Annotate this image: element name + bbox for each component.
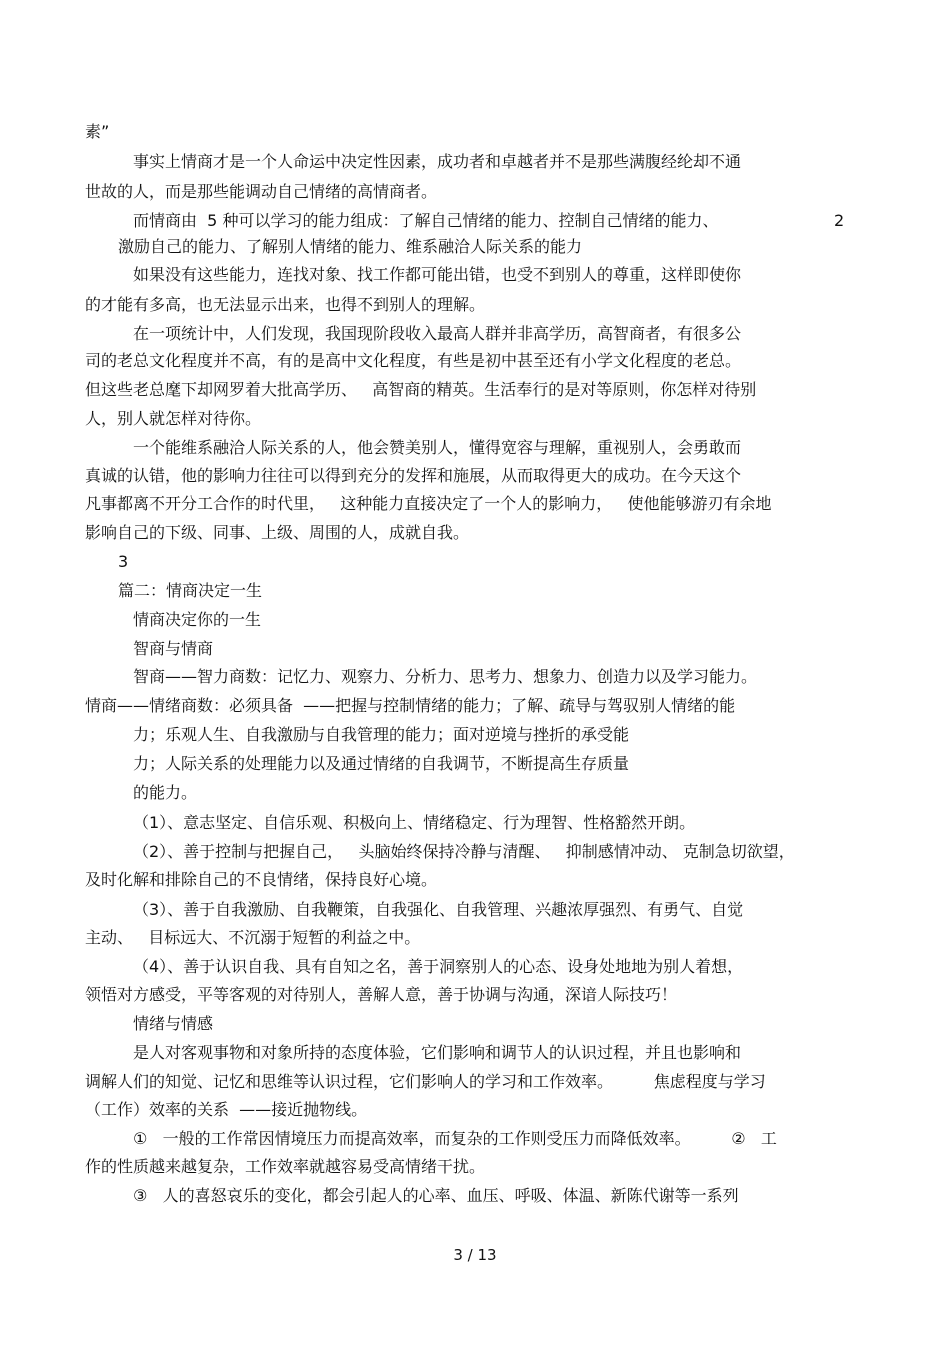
page-number: 3 / 13 <box>453 1246 497 1264</box>
text-line: 情绪与情感 <box>133 1014 214 1033</box>
text-line: 3 <box>118 552 129 571</box>
text-line: ③ 人的喜怒哀乐的变化，都会引起人的心率、血压、呼吸、体温、新陈代谢等一系列 <box>133 1186 739 1205</box>
text-line: 2 <box>834 211 845 230</box>
text-line: 领悟对方感受，平等客观的对待别人，善解人意，善于协调与沟通，深谙人际技巧！ <box>85 985 678 1004</box>
text-line: 事实上情商才是一个人命运中决定性因素，成功者和卓越者并不是那些满腹经纶却不通 <box>133 152 742 171</box>
text-line: 情商决定你的一生 <box>133 610 262 629</box>
text-line: 是人对客观事物和对象所持的态度体验，它们影响和调节人的认识过程，并且也影响和 <box>133 1043 742 1062</box>
text-line: 调解人们的知觉、记忆和思维等认识过程，它们影响人的学习和工作效率。 焦虑程度与学习 <box>85 1072 766 1091</box>
text-line: （4）、善于认识自我、具有自知之名，善于洞察别人的心态、设身处地地为别人着想， <box>133 957 744 976</box>
text-line: 的才能有多高，也无法显示出来，也得不到别人的理解。 <box>85 295 486 314</box>
text-line: 作的性质越来越复杂，工作效率就越容易受高情绪干扰。 <box>85 1157 486 1176</box>
text-line: 主动、 目标远大、不沉溺于短暂的利益之中。 <box>85 928 421 947</box>
text-line: （2）、善于控制与把握自己， 头脑始终保持冷静与清醒、 抑制感情冲动、 克制急切欲望， <box>133 842 795 861</box>
text-line: 篇二：情商决定一生 <box>118 581 263 600</box>
text-line: （1）、意志坚定、自信乐观、积极向上、情绪稳定、行为理智、性格豁然开朗。 <box>133 813 696 832</box>
text-line: 一个能维系融洽人际关系的人，他会赞美别人，懂得宽容与理解，重视别人，会勇敢而 <box>133 438 742 457</box>
text-line: （3）、善于自我激励、自我鞭策，自我强化、自我管理、兴趣浓厚强烈、有勇气、自觉 <box>133 900 744 919</box>
text-line: 力；乐观人生、自我激励与自我管理的能力；面对逆境与挫折的承受能 <box>133 725 630 744</box>
text-line: 情商——情绪商数：必须具备 ——把握与控制情绪的能力；了解、疏导与驾驭别人情绪的能 <box>85 696 736 715</box>
text-line: 世故的人，而是那些能调动自己情绪的高情商者。 <box>85 182 438 201</box>
text-line: 激励自己的能力、了解别人情绪的能力、维系融洽人际关系的能力 <box>118 237 583 256</box>
text-line: 而情商由 5 种可以学习的能力组成：了解自己情绪的能力、控制自己情绪的能力、 <box>133 211 719 230</box>
text-line: 如果没有这些能力，连找对象、找工作都可能出错，也受不到别人的尊重，这样即使你 <box>133 265 742 284</box>
text-line: 力；人际关系的处理能力以及通过情绪的自我调节，不断提高生存质量 <box>133 754 630 773</box>
text-line: 凡事都离不开分工合作的时代里， 这种能力直接决定了一个人的影响力， 使他能够游刃有余地 <box>85 494 772 513</box>
text-line: 智商——智力商数：记忆力、观察力、分析力、思考力、想象力、创造力以及学习能力。 <box>133 667 758 686</box>
text-line: （工作）效率的关系 ——接近抛物线。 <box>85 1100 368 1119</box>
text-line: 的能力。 <box>133 783 198 802</box>
text-line: 影响自己的下级、同事、上级、周围的人，成就自我。 <box>85 523 470 542</box>
text-line: 智商与情商 <box>133 639 214 658</box>
text-line: 在一项统计中，人们发现，我国现阶段收入最高人群并非高学历，高智商者，有很多公 <box>133 324 742 343</box>
text-line: 司的老总文化程度并不高，有的是高中文化程度，有些是初中甚至还有小学文化程度的老总。 <box>85 351 742 370</box>
text-line: 人，别人就怎样对待你。 <box>85 409 262 428</box>
text-line: ① 一般的工作常因情境压力而提高效率，而复杂的工作则受压力而降低效率。 ② 工 <box>133 1129 777 1148</box>
text-line: 素” <box>85 122 110 141</box>
text-line: 但这些老总麾下却网罗着大批高学历、 高智商的精英。生活奉行的是对等原则，你怎样对待别 <box>85 380 757 399</box>
text-line: 真诚的认错，他的影响力往往可以得到充分的发挥和施展，从而取得更大的成功。在今天这个 <box>85 466 742 485</box>
text-line: 及时化解和排除自己的不良情绪，保持良好心境。 <box>85 870 438 889</box>
